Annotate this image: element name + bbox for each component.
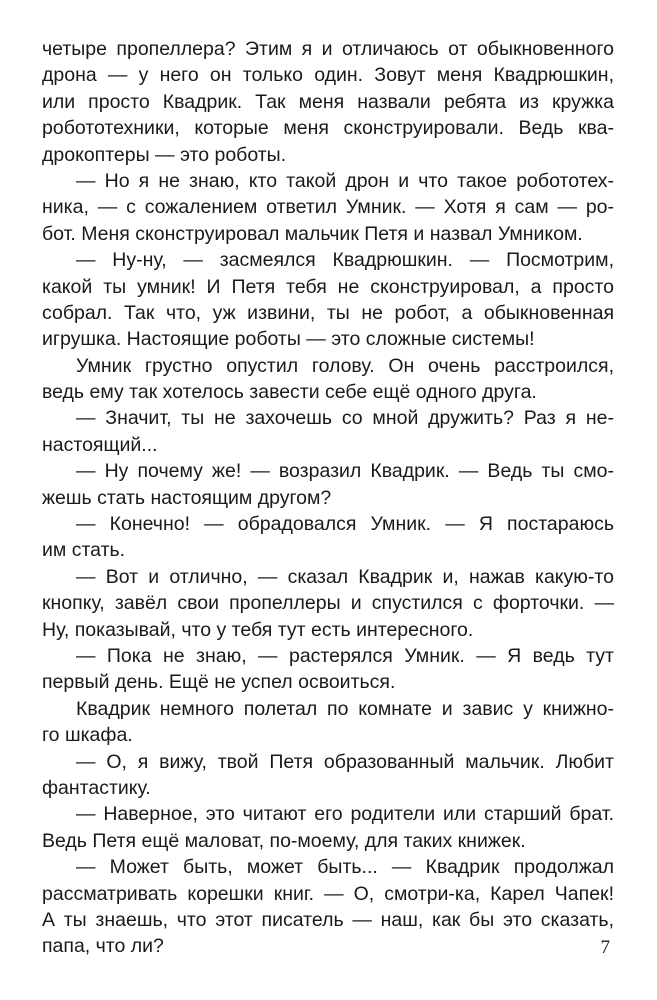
text-line: собрал. Так что, уж извини, ты не робот, а обыкновенная	[42, 301, 614, 324]
text-line: Квадрик немного полетал по комнате и завис у книжно-	[76, 697, 614, 720]
text-line: кнопку, завёл свои пропеллеры и спустился с форточки. —	[42, 592, 614, 615]
text-line: дрона — у него он только один. Зовут меня Квадрюшкин,	[42, 64, 614, 87]
body-text	[42, 36, 614, 960]
text-line: Ведь Петя ещё маловат, по-моему, для таких книжек.	[42, 829, 526, 852]
text-line: дрокоптеры — это роботы.	[42, 143, 287, 166]
text-line: — Значит, ты не захочешь со мной дружить? Раз я не-	[76, 407, 614, 430]
text-line: ника, — с сожалением ответил Умник. — Хотя я сам — ро-	[42, 196, 614, 219]
text-line: — Пока не знаю, — растерялся Умник. — Я ведь тут	[76, 644, 614, 667]
text-line: какой ты умник! И Петя тебя не сконструировал, а просто	[42, 275, 614, 298]
text-line: Ну, показывай, что у тебя тут есть интересного.	[42, 618, 474, 641]
text-line: — Конечно! — обрадовался Умник. — Я постараюсь	[76, 513, 614, 536]
text-line: фантастику.	[42, 776, 151, 799]
text-line: — Ну почему же! — возразил Квадрик. — Ведь ты смо-	[76, 460, 614, 483]
text-line: — Но я не знаю, кто такой дрон и что такое робототех-	[76, 169, 614, 192]
text-line: — Вот и отлично, — сказал Квадрик и, нажав какую-то	[76, 565, 614, 588]
text-line: настоящий...	[42, 433, 158, 456]
text-line: четыре пропеллера? Этим я и отличаюсь от обыкновенного	[42, 38, 614, 60]
text-line: игрушка. Настоящие роботы — это сложные системы!	[42, 328, 535, 351]
text-line: папа, что ли?	[42, 935, 164, 958]
text-line: го шкафа.	[42, 724, 133, 747]
text-line: робототехники, которые меня сконструировали. Ведь ква-	[42, 117, 614, 140]
text-line: — Может быть, может быть... — Квадрик продолжал	[76, 856, 614, 879]
page-number: 7	[600, 937, 610, 958]
text-line: жешь стать настоящим другом?	[42, 486, 332, 509]
text-line: — Ну-ну, — засмеялся Квадрюшкин. — Посмотрим,	[76, 249, 614, 272]
text-line: — О, я вижу, твой Петя образованный мальчик. Любит	[76, 750, 614, 773]
text-line: ведь ему так хотелось завести себе ещё одного друга.	[42, 381, 537, 404]
text-line: А ты знаешь, что этот писатель — наш, как бы это сказать,	[42, 908, 614, 931]
text-line: первый день. Ещё не успел освоиться.	[42, 671, 396, 694]
text-line: им стать.	[42, 539, 126, 562]
text-line: рассматривать корешки книг. — О, смотри-ка, Карел Чапек!	[42, 882, 614, 905]
text-line: — Наверное, это читают его родители или старший брат.	[76, 803, 614, 826]
text-line: Умник грустно опустил голову. Он очень расстроился,	[76, 354, 614, 377]
text-line: или просто Квадрик. Так меня назвали ребята из кружка	[42, 90, 614, 113]
text-line: бот. Меня сконструировал мальчик Петя и назвал Умником.	[42, 222, 583, 245]
